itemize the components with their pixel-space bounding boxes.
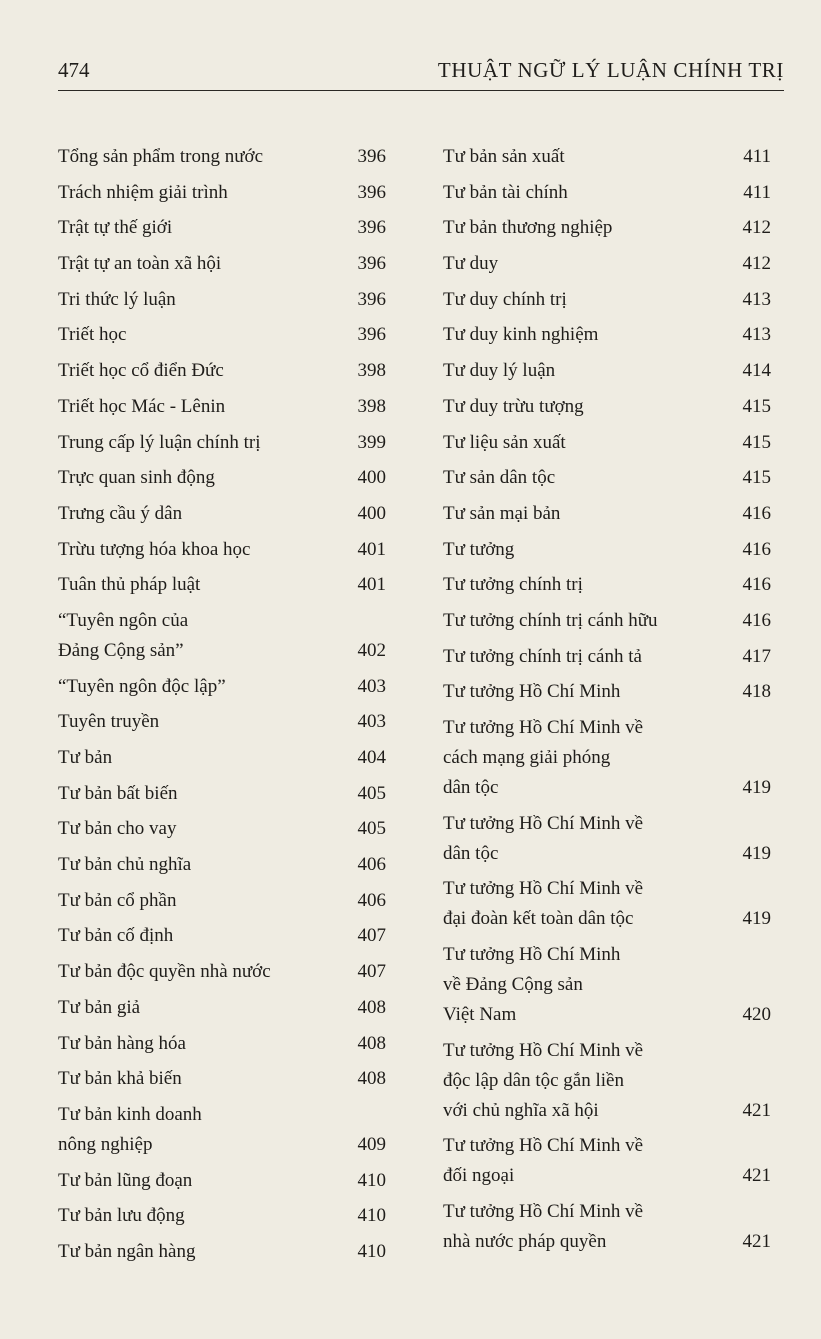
index-page-number: 419: [742, 908, 771, 930]
index-page-number: 419: [742, 777, 771, 798]
index-term: Tri thức lý luận: [58, 288, 176, 310]
index-term: Trung cấp lý luận chính trị: [58, 431, 261, 453]
index-entry: [58, 606, 386, 666]
index-entry: [58, 463, 386, 493]
index-page-number: 421: [742, 1165, 771, 1187]
index-page-number: 396: [357, 146, 386, 167]
index-term: Tư bản cổ phần: [58, 889, 177, 911]
index-entry: [443, 677, 771, 707]
index-page-number: 410: [357, 1169, 386, 1191]
index-term: Tư duy chính trị: [443, 288, 567, 310]
index-entry: [58, 249, 386, 279]
index-page-number: 398: [357, 395, 386, 417]
index-entry: [58, 142, 386, 172]
index-term: Tư duy: [443, 253, 499, 275]
index-entry: [58, 743, 386, 773]
index-entry: [58, 499, 386, 529]
index-page-number: 411: [743, 181, 771, 203]
index-term: Trừu tượng hóa khoa học: [58, 538, 251, 560]
index-entry: [443, 874, 771, 934]
index-entry: [58, 1237, 386, 1267]
index-page-number: 398: [357, 360, 386, 382]
index-term: Tư tưởng Hồ Chí Minh về độc lập dân tộc gắn liền với chủ nghĩa xã hội: [443, 1039, 644, 1121]
index-entry: [443, 249, 771, 279]
index-entry: [58, 1029, 386, 1059]
index-entry: [58, 213, 386, 243]
index-page-number: 411: [743, 146, 771, 167]
index-page-number: 416: [742, 538, 771, 560]
index-entry: [58, 993, 386, 1023]
index-page-number: 421: [742, 1231, 771, 1253]
index-entry: [58, 356, 386, 386]
index-term: Triết học: [58, 324, 127, 346]
index-page-number: 417: [742, 645, 771, 667]
index-entry: [443, 178, 771, 208]
index-term: Tư bản sản xuất: [443, 146, 565, 167]
index-page-number: 408: [357, 996, 386, 1018]
index-term: Tư duy trừu tượng: [443, 395, 584, 417]
index-page-number: 396: [357, 253, 386, 275]
index-entry: [443, 499, 771, 529]
index-term: Tư tưởng chính trị cánh hữu: [443, 609, 658, 631]
index-term: Tư tưởng Hồ Chí Minh về dân tộc: [443, 812, 644, 864]
index-entry: [58, 428, 386, 458]
index-page-number: 407: [357, 925, 386, 947]
index-page-number: 401: [357, 538, 386, 560]
index-term: Tư bản cố định: [58, 925, 174, 947]
index-term: Tổng sản phẩm trong nước: [58, 146, 264, 167]
index-term: “Tuyên ngôn độc lập”: [58, 675, 226, 697]
index-entry: [443, 392, 771, 422]
page-header: [58, 54, 784, 91]
index-page-number: 400: [357, 502, 386, 524]
index-term: Tư tưởng Hồ Chí Minh về đối ngoại: [443, 1135, 644, 1187]
index-column-right: [443, 142, 771, 1263]
index-page-number: 400: [357, 467, 386, 489]
index-page-number: 408: [357, 1032, 386, 1054]
index-page-number: 407: [357, 961, 386, 983]
index-term: Tư bản khả biến: [58, 1068, 182, 1090]
index-page-number: 414: [742, 360, 771, 382]
index-page-number: 412: [742, 217, 771, 239]
index-page-number: 401: [357, 574, 386, 596]
index-page-number: 405: [357, 818, 386, 840]
index-term: Tư bản chủ nghĩa: [58, 854, 192, 876]
index-page-number: 408: [357, 1068, 386, 1090]
index-page-number: 403: [357, 675, 386, 697]
index-term: Tư bản kinh doanh nông nghiệp: [58, 1103, 202, 1155]
index-page-number: 396: [357, 288, 386, 310]
index-entry: [443, 1131, 771, 1191]
index-page-number: 418: [742, 681, 771, 703]
index-page-number: 412: [742, 253, 771, 275]
index-term: Tư bản: [58, 747, 113, 768]
index-term: Tư duy kinh nghiệm: [443, 324, 599, 346]
index-term: Tư tưởng chính trị cánh tả: [443, 645, 642, 667]
index-term: Trật tự an toàn xã hội: [58, 253, 222, 275]
index-term: Tư tưởng Hồ Chí Minh: [443, 681, 621, 703]
running-title: THUẬT NGỮ LÝ LUẬN CHÍNH TRỊ: [437, 58, 784, 82]
index-page-number: 415: [742, 395, 771, 417]
index-entry: [58, 535, 386, 565]
index-entry: [443, 535, 771, 565]
index-page-number: 403: [357, 711, 386, 733]
index-page-number: 416: [742, 609, 771, 631]
index-page-number: 405: [357, 782, 386, 804]
index-page-number: 420: [742, 1004, 771, 1026]
index-entry: [58, 850, 386, 880]
index-page-number: 396: [357, 181, 386, 203]
index-term: Tư bản thương nghiệp: [443, 217, 613, 239]
index-page-number: 413: [742, 288, 771, 310]
page-number: 474: [58, 58, 90, 82]
index-entry: [443, 285, 771, 315]
index-page-number: 413: [742, 324, 771, 346]
index-entry: [58, 957, 386, 987]
index-entry: [58, 886, 386, 916]
index-term: Tư liệu sản xuất: [443, 431, 566, 453]
index-term: Trật tự thế giới: [58, 217, 173, 239]
index-entry: [443, 1036, 771, 1126]
index-term: Tư tưởng chính trị: [443, 574, 583, 596]
index-page-number: 406: [357, 854, 386, 876]
index-entry: [443, 320, 771, 350]
index-entry: [58, 570, 386, 600]
index-page-number: 406: [357, 889, 386, 911]
index-entry: [58, 672, 386, 702]
index-entry: [58, 1166, 386, 1196]
index-page-number: 410: [357, 1205, 386, 1227]
index-term: “Tuyên ngôn của Đảng Cộng sản”: [58, 609, 189, 661]
index-entry: [58, 178, 386, 208]
index-term: Tuyên truyền: [58, 711, 160, 733]
index-entry: [443, 428, 771, 458]
index-entry: [58, 707, 386, 737]
index-entry: [443, 642, 771, 672]
index-entry: [58, 392, 386, 422]
index-page-number: 399: [357, 431, 386, 453]
index-page-number: 396: [357, 217, 386, 239]
index-page-number: 409: [357, 1133, 386, 1155]
index-page-number: 416: [742, 574, 771, 596]
index-term: Tư bản độc quyền nhà nước: [58, 961, 271, 983]
index-term: Tư tưởng: [443, 538, 515, 560]
index-page-number: 404: [357, 747, 386, 768]
index-term: Trực quan sinh động: [58, 467, 215, 489]
index-term: Tư bản giả: [58, 996, 141, 1018]
index-term: Triết học cổ điển Đức: [58, 360, 224, 382]
index-entry: [443, 940, 771, 1030]
index-page-number: 396: [357, 324, 386, 346]
index-term: Tư tưởng Hồ Chí Minh về cách mạng giải phóng dân tộc: [443, 717, 644, 798]
index-page-number: 402: [357, 639, 386, 661]
index-term: Tư bản bất biến: [58, 782, 178, 804]
index-term: Tư bản lũng đoạn: [58, 1169, 193, 1191]
index-term: Tư tưởng Hồ Chí Minh về Đảng Cộng sản Việt Nam: [443, 944, 621, 1026]
index-term: Tư bản hàng hóa: [58, 1032, 186, 1054]
index-term: Trách nhiệm giải trình: [58, 181, 228, 203]
index-page-number: 421: [742, 1099, 771, 1121]
index-entry: [58, 921, 386, 951]
index-entry: [58, 814, 386, 844]
index-term: Tư bản ngân hàng: [58, 1240, 196, 1262]
index-term: Tuân thủ pháp luật: [58, 574, 201, 596]
index-entry: [443, 713, 771, 803]
index-entry: [58, 779, 386, 809]
index-page-number: 419: [742, 842, 771, 864]
index-term: Triết học Mác - Lênin: [58, 395, 226, 417]
index-entry: [443, 142, 771, 172]
index-page-number: 415: [742, 467, 771, 489]
index-column-left: [58, 142, 386, 1273]
index-entry: [58, 1100, 386, 1160]
index-term: Tư sản dân tộc: [443, 467, 556, 489]
index-term: Tư tưởng Hồ Chí Minh về đại đoàn kết toàn dân tộc: [443, 878, 644, 930]
index-entry: [443, 809, 771, 869]
index-entry: [58, 1201, 386, 1231]
index-entry: [58, 285, 386, 315]
index-term: Tư bản cho vay: [58, 818, 177, 840]
index-entry: [443, 570, 771, 600]
index-page-number: 416: [742, 502, 771, 524]
index-term: Tư sản mại bản: [443, 502, 561, 524]
index-entry: [443, 213, 771, 243]
index-term: Tư bản tài chính: [443, 181, 568, 203]
index-page-number: 415: [742, 431, 771, 453]
index-entry: [58, 1064, 386, 1094]
index-term: Tư bản lưu động: [58, 1205, 185, 1227]
index-term: Tư tưởng Hồ Chí Minh về nhà nước pháp quyền: [443, 1201, 644, 1253]
index-term: Trưng cầu ý dân: [58, 502, 183, 524]
index-entry: [443, 1197, 771, 1257]
index-term: Tư duy lý luận: [443, 360, 556, 382]
index-entry: [443, 606, 771, 636]
index-entry: [443, 356, 771, 386]
index-entry: [443, 463, 771, 493]
index-entry: [58, 320, 386, 350]
index-page-number: 410: [357, 1240, 386, 1262]
